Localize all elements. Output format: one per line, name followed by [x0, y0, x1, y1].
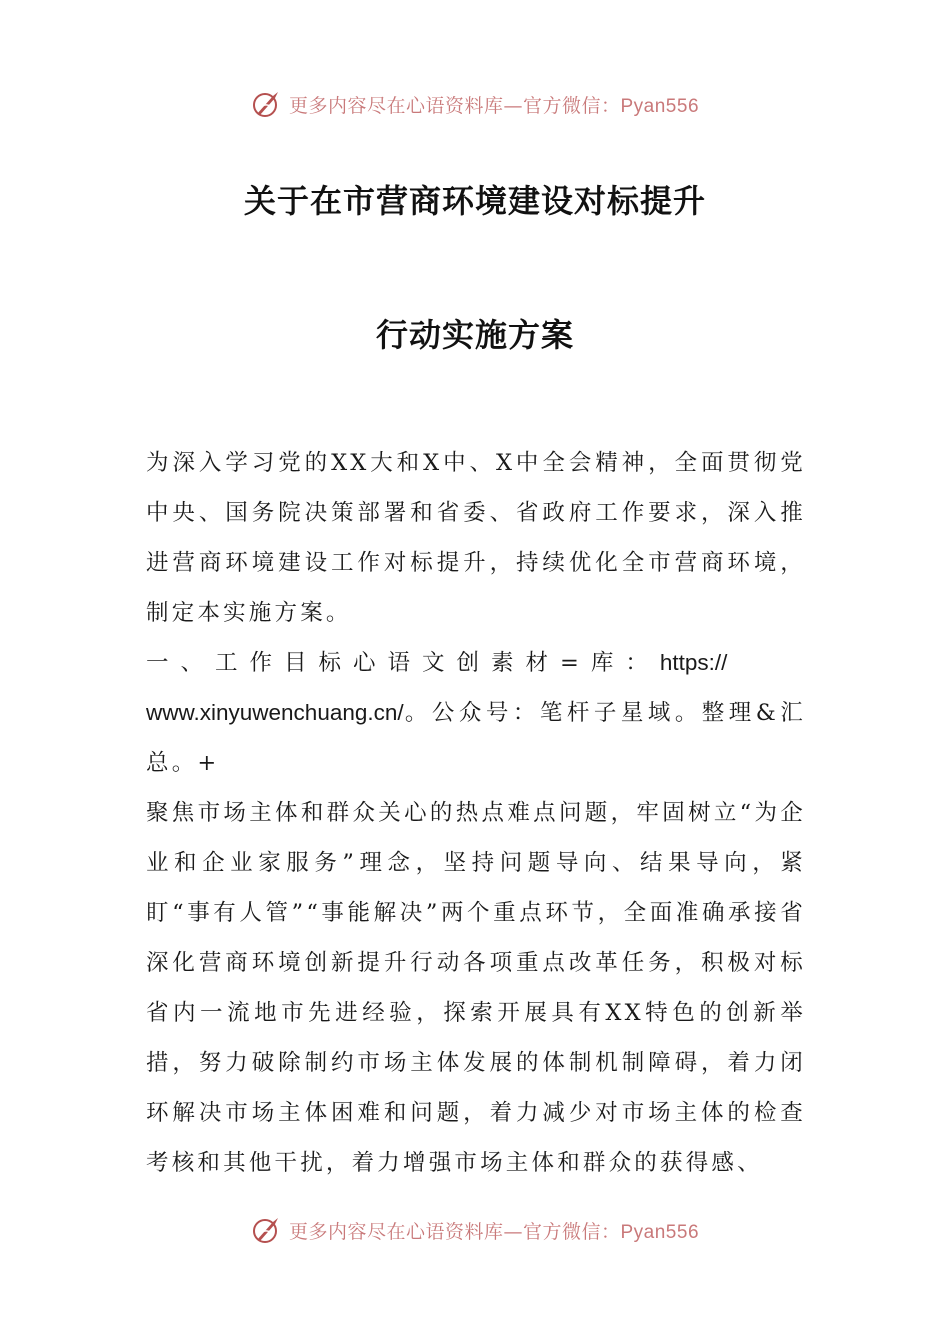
goal-paragraph: 聚焦市场主体和群众关心的热点难点问题，牢固树立“为企业和企业家服务”理念，坚持问题导向、结果导向，紧盯“事有人管”“事能解决”两个重点环节，全面准确承接省深化营商环境创新提升行动各项重点改革任务，积极对标省内一流地市先进经验，探索开展具有XX特色的创新举措，努力破除制约市场主体发展的体制机制障碍，着力闭环解决市场主体困难和问题，着力减少对市场主体的检查考核和其他干扰，着力增强市场主体和群众的获得感、 [146, 800, 806, 1176]
document-title-line-2: 行动实施方案 [375, 316, 574, 354]
document-body [146, 438, 806, 1188]
section-heading-label: 一、工作目标心语文创素材=库： [146, 650, 660, 676]
watermark-text [289, 1217, 699, 1244]
footer-watermark-banner [0, 1210, 950, 1250]
quill-pen-logo-icon [251, 1214, 283, 1246]
section-heading-url-part-2: www.xinyuwenchuang.cn/ [146, 700, 404, 725]
watermark-dash: — [503, 94, 523, 117]
document-title-line-1: 关于在市营商环境建设对标提升 [243, 182, 706, 220]
watermark-contact-label: 官方微信： [522, 94, 621, 117]
watermark-brand: 更多内容尽在心语资料库 [288, 94, 504, 117]
watermark-text [289, 91, 699, 118]
watermark-brand: 更多内容尽在心语资料库 [288, 1220, 504, 1243]
watermark-dash: — [503, 1220, 523, 1243]
intro-paragraph: 为深入学习党的XX大和X中、X中全会精神，全面贯彻党中央、国务院决策部署和省委、省政府工作要求，深入推进营商环境建设工作对标提升，持续优化全市营商环境，制定本实施方案。 [146, 450, 806, 626]
quill-pen-logo-icon [251, 88, 283, 120]
watermark-contact-id: Pyan556 [620, 1221, 700, 1243]
header-watermark-banner [0, 84, 950, 124]
section-heading-suffix: 。公众号：笔杆子星域。整理&汇总。+ [146, 700, 806, 776]
watermark-contact-label: 官方微信： [522, 1220, 621, 1243]
section-heading [146, 638, 806, 788]
section-heading-url-part-1: https:// [659, 650, 728, 675]
watermark-contact-id: Pyan556 [620, 95, 700, 117]
